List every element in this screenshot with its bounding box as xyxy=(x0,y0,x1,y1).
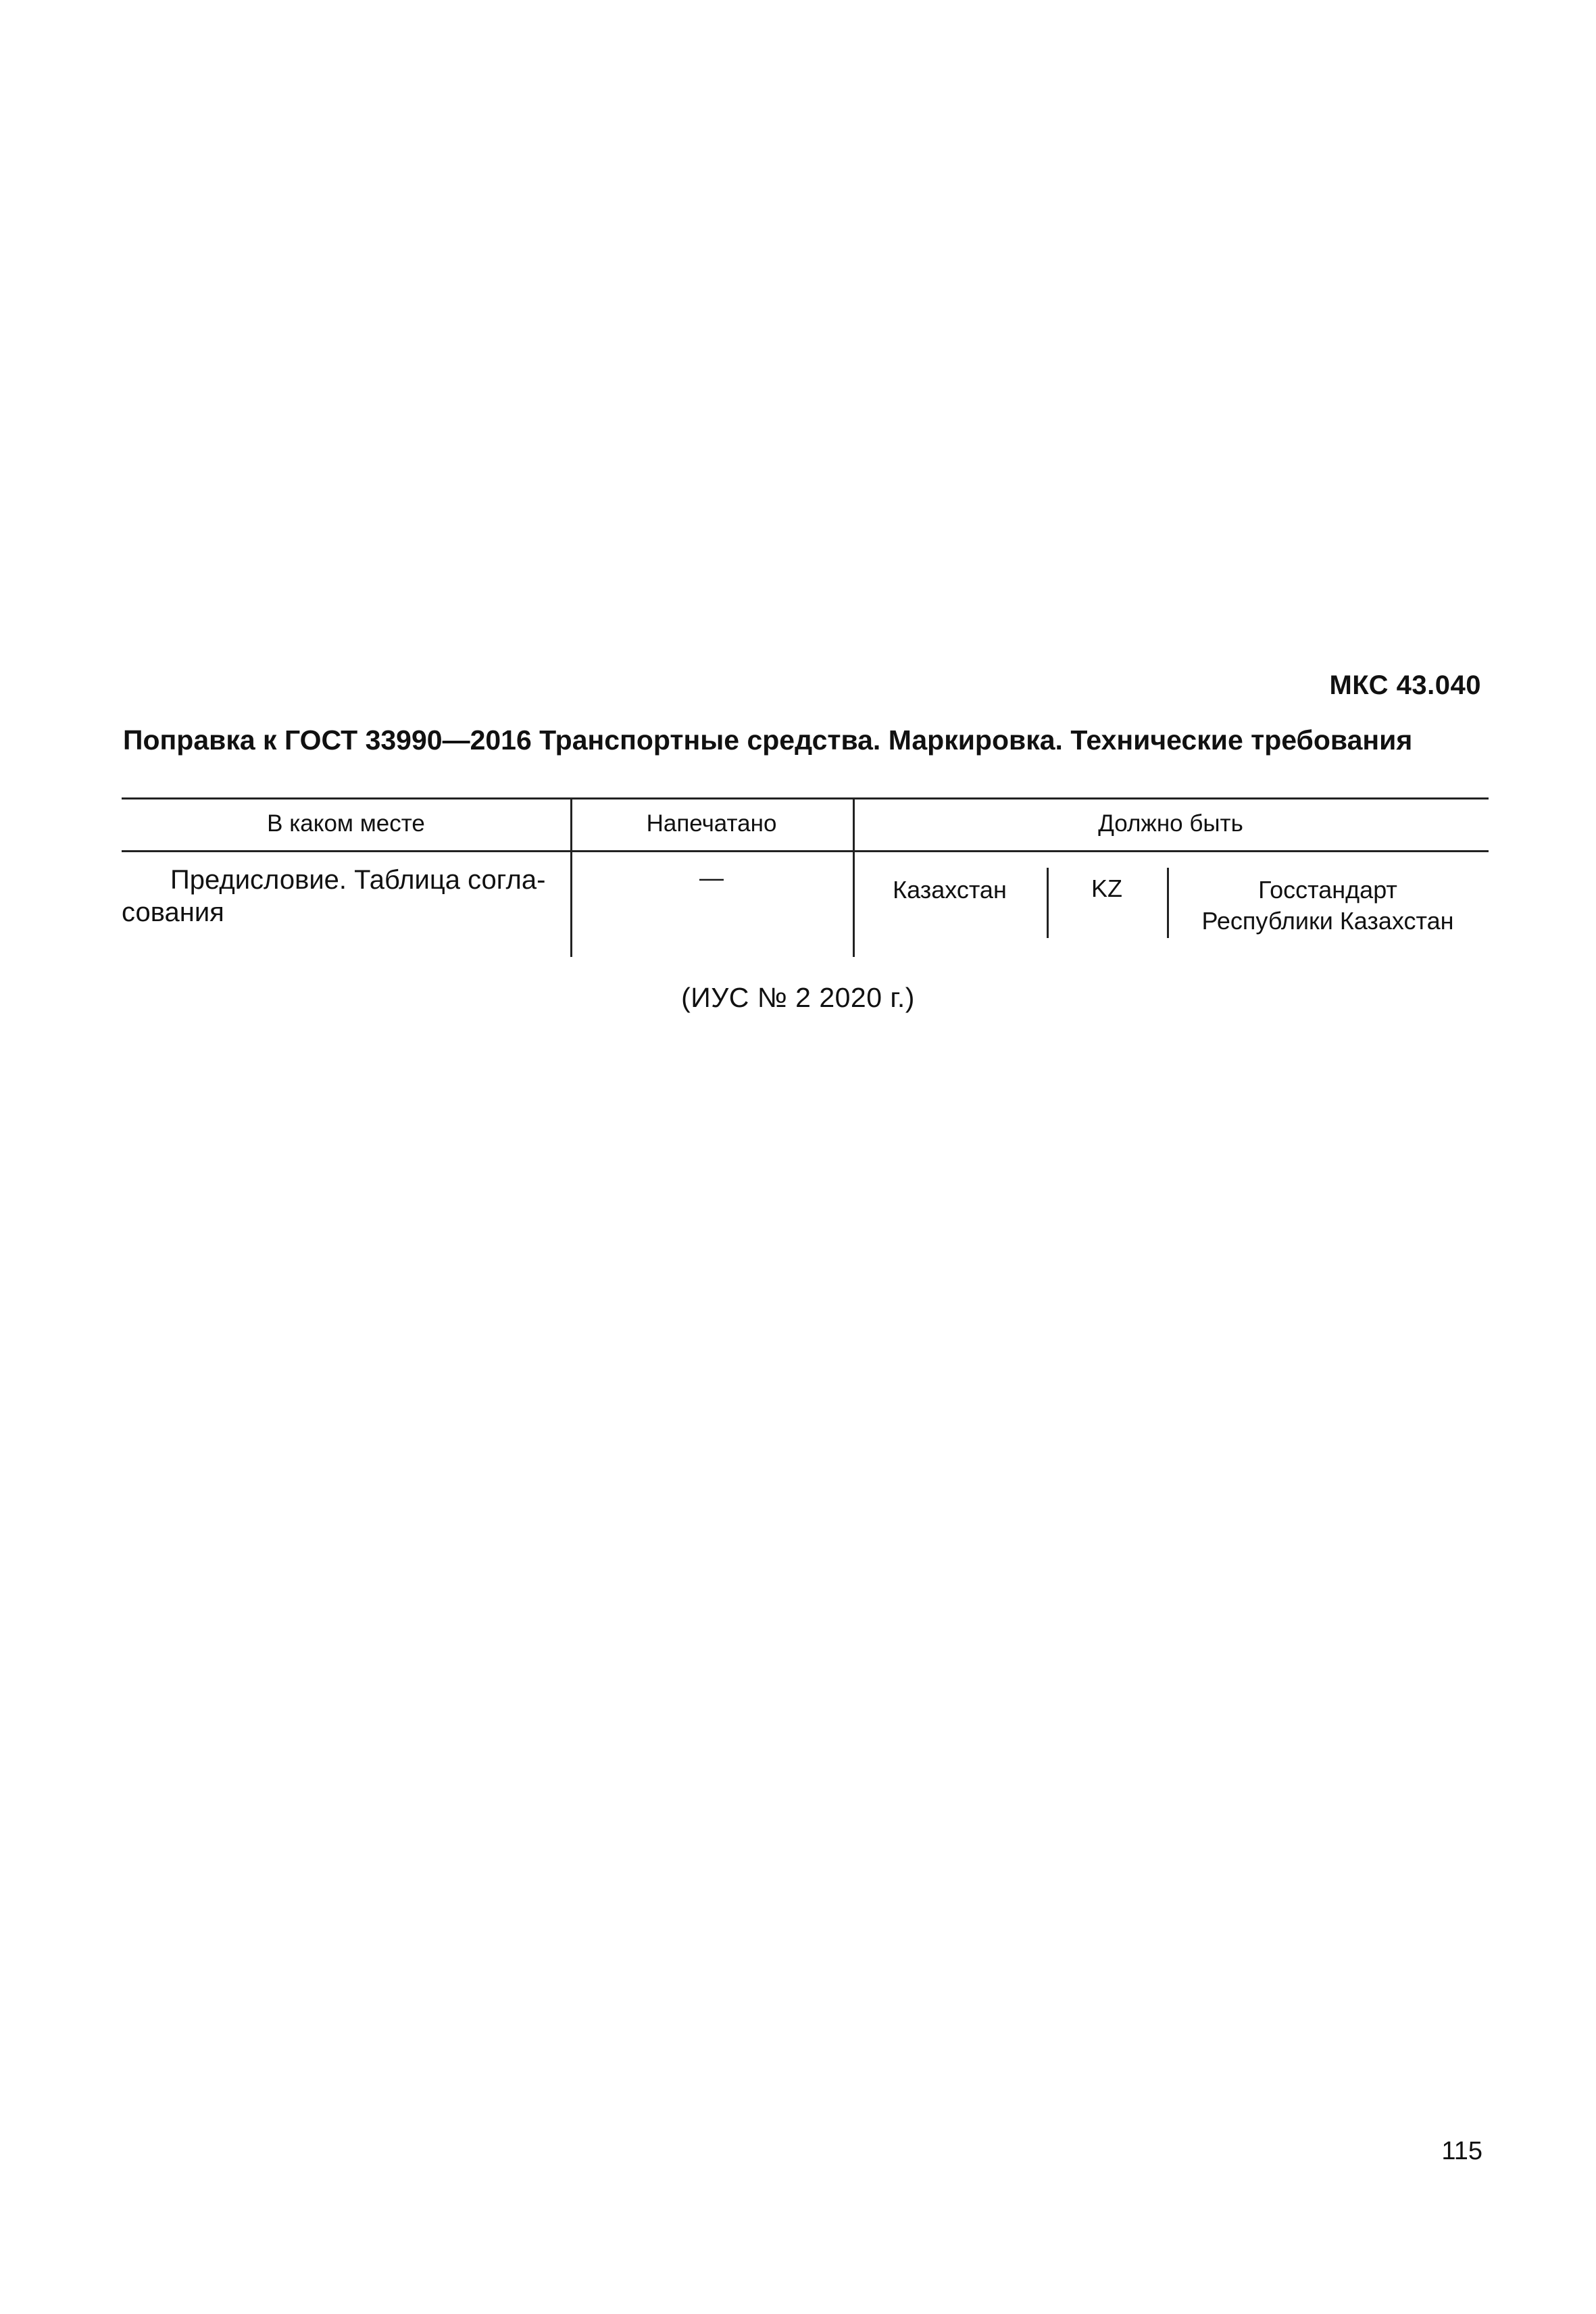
agency-value xyxy=(1167,875,1489,937)
column-header-should-be: Должно быть xyxy=(1098,810,1243,837)
agency-line-1: Госстандарт xyxy=(1258,876,1397,904)
location-line-2: сования xyxy=(122,897,224,927)
column-header-printed: Напечатано xyxy=(646,810,777,837)
page-number: 115 xyxy=(1441,2137,1482,2165)
location-line-1: Предисловие. Таблица согла- xyxy=(170,865,546,895)
table-top-rule xyxy=(122,797,1489,799)
country-value: Казахстан xyxy=(893,876,1007,904)
amendment-table xyxy=(122,797,1489,957)
column-header-location: В каком месте xyxy=(267,810,425,837)
source-note: (ИУС № 2 2020 г.) xyxy=(681,982,915,1013)
printed-value: — xyxy=(699,864,724,891)
country-code-value: KZ xyxy=(1091,875,1122,902)
table-header-rule xyxy=(122,850,1489,852)
table-row xyxy=(122,864,561,929)
agency-line-2: Республики Казахстан xyxy=(1201,907,1454,935)
document-title: Поправка к ГОСТ 33990—2016 Транспортные средства. Маркировка. Технические требования xyxy=(123,724,1413,756)
mks-code: МКС 43.040 xyxy=(1329,670,1481,700)
